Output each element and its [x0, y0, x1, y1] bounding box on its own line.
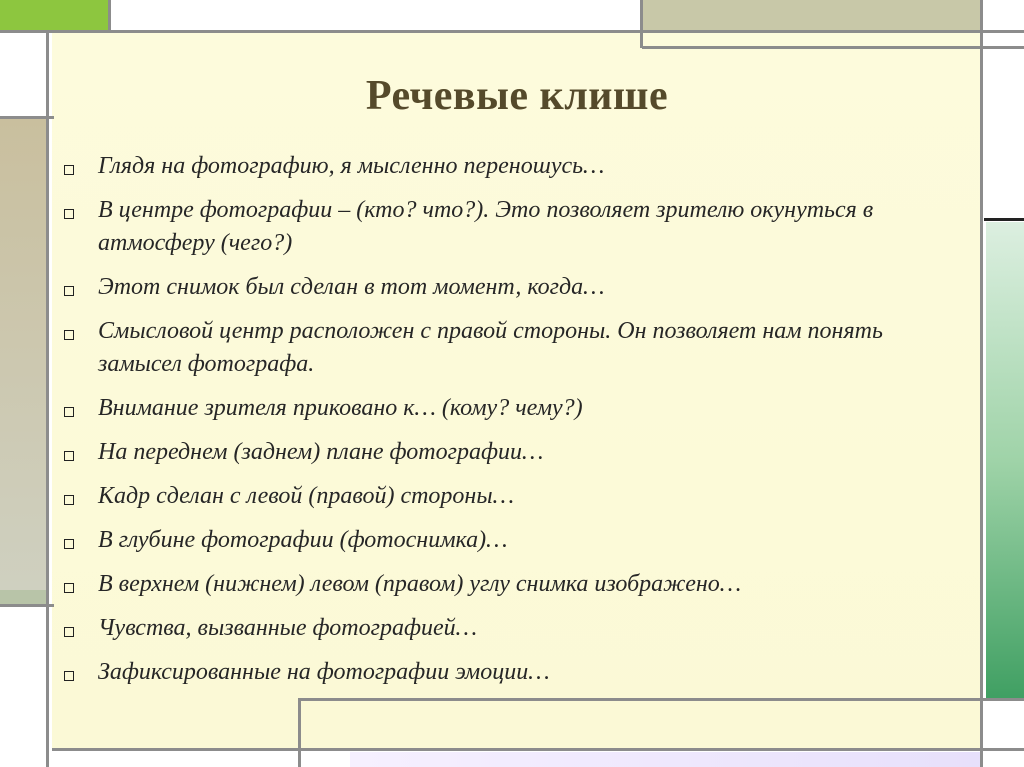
frame-line [0, 30, 1024, 33]
frame-line [52, 748, 1024, 751]
square-bullet-icon [64, 451, 74, 461]
list-item [62, 392, 962, 425]
square-bullet-icon [64, 330, 74, 340]
frame-line [642, 46, 1024, 49]
olive-top-block [642, 0, 980, 30]
green-right-block [986, 222, 1024, 700]
list-item [62, 480, 962, 513]
square-bullet-icon [64, 539, 74, 549]
list-item-text: На переднем (заднем) плане фотографии… [98, 439, 544, 465]
square-bullet-icon [64, 627, 74, 637]
square-bullet-icon [64, 583, 74, 593]
square-bullet-icon [64, 286, 74, 296]
grey-left-strip [0, 590, 46, 604]
slide-title: Речевые клише [365, 73, 669, 119]
list-item [62, 315, 962, 381]
list-item-text: Чувства, вызванные фотографией… [98, 615, 477, 641]
list-item-text: Кадр сделан с левой (правой) стороны… [98, 483, 514, 509]
list-item [62, 612, 962, 645]
frame-line [640, 0, 643, 48]
list-item-text: Смысловой центр расположен с правой стороны. Он позволяет нам понять замысел фотографа. [98, 318, 883, 377]
list-item-text: Внимание зрителя приковано к… (кому? чему?) [98, 395, 583, 421]
list-item [62, 271, 962, 304]
frame-dark-line [984, 218, 1024, 221]
list-item [62, 656, 962, 689]
frame-line [108, 0, 111, 32]
green-corner-block [0, 0, 108, 30]
lavender-bottom-block [350, 752, 982, 767]
list-item-text: Зафиксированные на фотографии эмоции… [98, 659, 550, 685]
list-item-text: В верхнем (нижнем) левом (правом) углу снимка изображено… [98, 571, 742, 597]
phrase-list [62, 150, 962, 700]
tan-left-column [0, 118, 46, 590]
list-item [62, 150, 962, 183]
square-bullet-icon [64, 671, 74, 681]
square-bullet-icon [64, 165, 74, 175]
list-item-text: Глядя на фотографию, я мысленно переношусь… [98, 153, 605, 179]
list-item-text: Этот снимок был сделан в тот момент, когда… [98, 274, 605, 300]
list-item [62, 524, 962, 557]
square-bullet-icon [64, 495, 74, 505]
square-bullet-icon [64, 209, 74, 219]
list-item [62, 194, 962, 260]
frame-line [46, 30, 49, 767]
list-item [62, 568, 962, 601]
list-item-text: В глубине фотографии (фотоснимка)… [98, 527, 508, 553]
frame-line [298, 698, 301, 767]
square-bullet-icon [64, 407, 74, 417]
list-item [62, 436, 962, 469]
list-item-text: В центре фотографии – (кто? что?). Это позволяет зрителю окунуться в атмосферу (чего?) [98, 197, 874, 256]
